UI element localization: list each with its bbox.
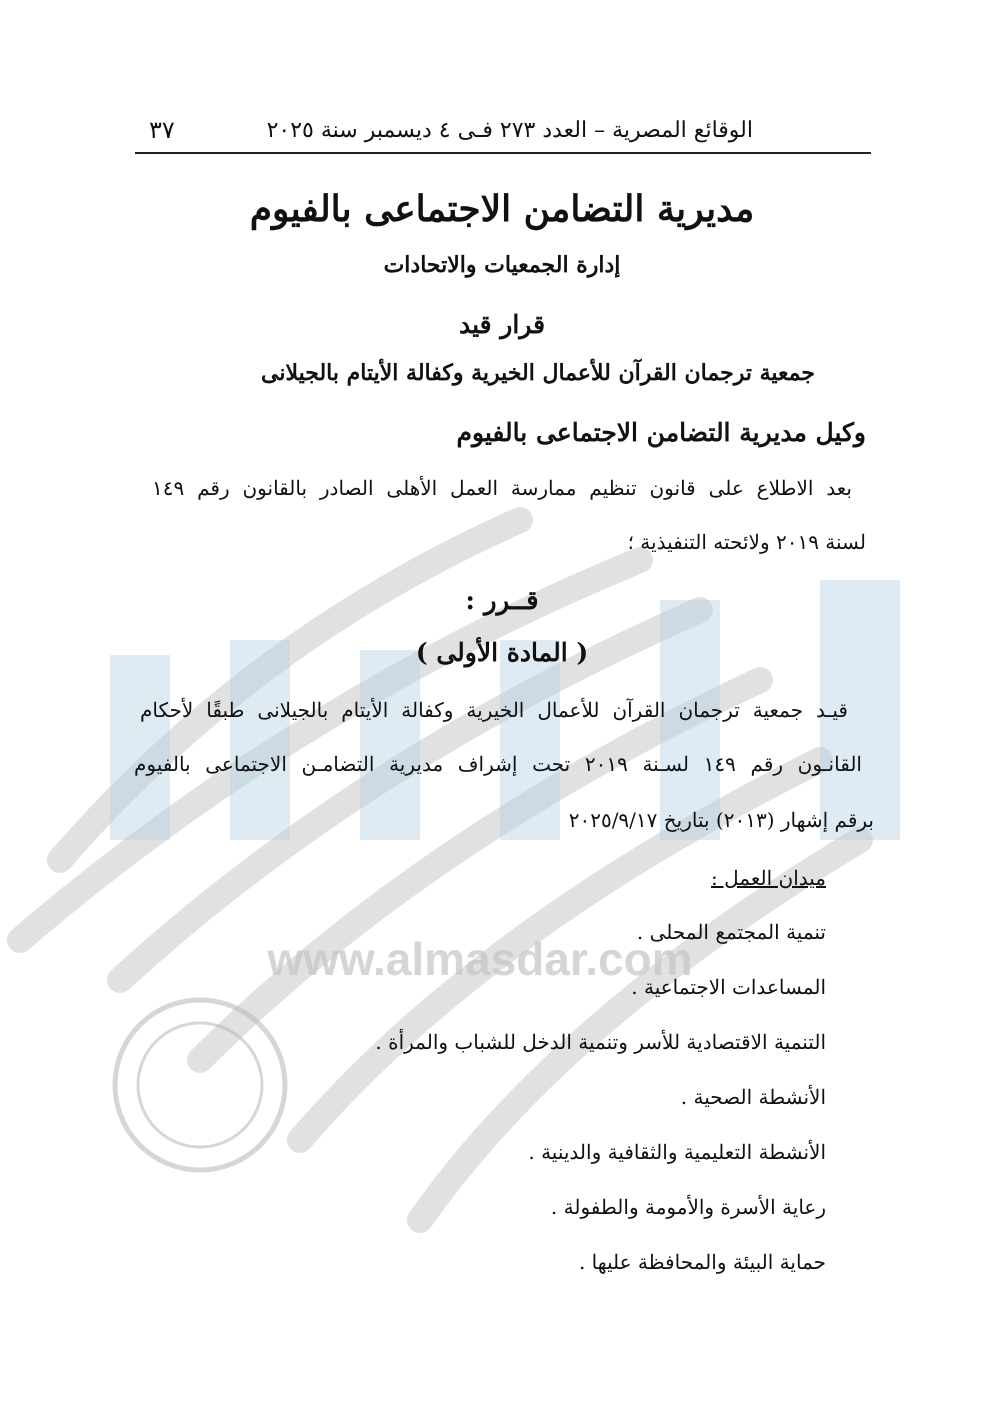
field-item: حماية البيئة والمحافظة عليها .: [578, 1250, 826, 1274]
article-line-2: القانـون رقم ١٤٩ لسـنة ٢٠١٩ تحت إشراف مديرية التضامـن الاجتماعى بالفيوم: [134, 752, 862, 776]
field-item: الأنشطة الصحية .: [680, 1085, 826, 1109]
sub-title: إدارة الجمعيات والاتحادات: [383, 252, 621, 278]
field-of-work-label: ميدان العمل :: [711, 866, 826, 890]
field-item: المساعدات الاجتماعية .: [631, 975, 826, 999]
preamble-line-2: لسنة ٢٠١٩ ولائحته التنفيذية ؛: [627, 530, 866, 554]
page-header: [135, 112, 871, 154]
decided-heading: قــرر :: [465, 586, 539, 616]
field-item: الأنشطة التعليمية والثقافية والدينية .: [528, 1140, 826, 1164]
article-line-3: برقم إشهار (٢٠١٣) بتاريخ ٢٠٢٥/٩/١٧: [568, 808, 874, 832]
field-item: تنمية المجتمع المحلى .: [636, 920, 826, 944]
decision-title: قرار قيد: [458, 310, 546, 339]
deputy-title: وكيل مديرية التضامن الاجتماعى بالفيوم: [456, 418, 866, 447]
watermark-url: www.almasdar.com: [267, 933, 693, 985]
page-number: ٣٧: [149, 116, 175, 144]
main-title: مديرية التضامن الاجتماعى بالفيوم: [249, 188, 755, 230]
preamble-line-1: بعد الاطلاع على قانون تنظيم ممارسة العمل الأهلى الصادر بالقانون رقم ١٤٩: [152, 476, 852, 500]
article-title: ( المادة الأولى ): [415, 638, 589, 667]
field-item: التنمية الاقتصادية للأسر وتنمية الدخل للشباب والمرأة .: [375, 1030, 826, 1054]
article-line-1: قيـد جمعية ترجمان القرآن للأعمال الخيرية وكفالة الأيتام بالجيلانى طبقًا لأحكام: [140, 698, 848, 722]
field-item: رعاية الأسرة والأمومة والطفولة .: [550, 1195, 826, 1219]
gazette-issue-title: الوقائع المصرية – العدد ٢٧٣ فـى ٤ ديسمبر سنة ٢٠٢٥: [266, 118, 753, 143]
association-title: جمعية ترجمان القرآن للأعمال الخيرية وكفالة الأيتام بالجيلانى: [261, 360, 815, 386]
